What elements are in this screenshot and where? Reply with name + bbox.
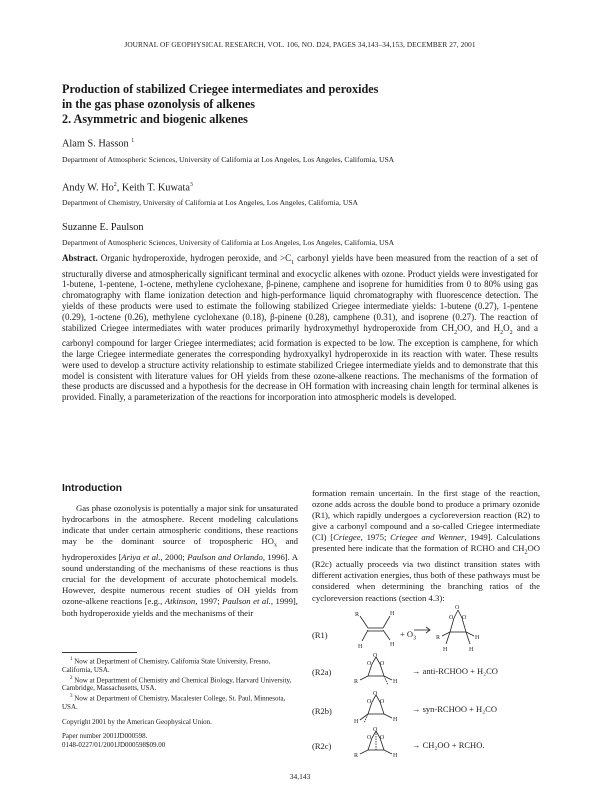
author-paulson: Suzanne E. Paulson xyxy=(62,222,144,233)
svg-text:H: H xyxy=(393,679,398,685)
footnotes xyxy=(62,656,298,749)
plus-ozone: + $O_3$ xyxy=(400,629,417,642)
footnote-rule xyxy=(62,652,137,653)
r2a-products: → anti-RCHOO + H₂CO xyxy=(412,666,498,676)
intro-paragraph-left: Gas phase ozonolysis is potentially a major sink for unsaturated hydrocarbons in the atmosphere. Recent modeling calculations indicate that under certain atmospheric conditions, these reactions may be the dominant source of tropospheric $HO_x$ and hydroperoxides [Ariya et al., 2000; Paulson and Orlando, 1996]. A sound understanding of the mechanisms of these reactions is thus crucial for the development of accurate photochemical models. However, despite numerous recent studies of OH yields from ozone-alkene reactions [e.g., Atkinson, 1997; Paulson et al., 1999], both hydroperoxide yields and the mechanisms of their xyxy=(62,503,299,618)
svg-text:H: H xyxy=(393,717,398,723)
author-hasson: Alam S. Hasson $^1$ xyxy=(62,138,135,150)
svg-text:O: O xyxy=(373,691,378,697)
svg-text:H: H xyxy=(443,647,448,653)
svg-text:O: O xyxy=(380,735,385,741)
svg-text:O: O xyxy=(373,727,378,733)
svg-text:O: O xyxy=(455,605,460,611)
svg-text:O: O xyxy=(367,735,372,741)
introduction-heading: Introduction xyxy=(62,483,123,494)
svg-text:O: O xyxy=(462,615,467,621)
svg-text:H: H xyxy=(475,635,480,641)
affiliation-3: Department of Atmospheric Sciences, University of California at Los Angeles, Los Angeles, California, USA xyxy=(62,238,395,247)
reaction-scheme xyxy=(312,596,542,761)
r1-structure xyxy=(338,596,538,654)
r2b-ozonide xyxy=(348,690,408,726)
svg-text:H: H xyxy=(358,644,363,650)
svg-text:H: H xyxy=(390,642,395,648)
copyright: Copyright 2001 by the American Geophysical Union. xyxy=(62,717,212,726)
reaction-label-r1: (R1) xyxy=(312,630,328,640)
svg-text:H: H xyxy=(393,753,398,759)
r2b-products: → syn-RCHOO + H₂CO xyxy=(412,704,497,714)
svg-text:H: H xyxy=(469,647,474,653)
svg-text:O: O xyxy=(380,699,385,705)
reaction-label-r2c: (R2c) xyxy=(312,741,332,751)
title-line-3: 2. Asymmetric and biogenic alkenes xyxy=(62,112,248,126)
r2c-ozonide xyxy=(348,726,408,762)
footnote-2: $^2$ Now at Department of Chemistry and Chemical Biology, Harvard University, Cambridge, Massachusetts, USA. xyxy=(62,675,292,693)
abstract: Abstract. Organic hydroperoxide, hydrogen peroxide, and $>C_1$ carbonyl yields have been measured from the reaction of a set of structurally diverse and atmospherically significant terminal and exocyclic alkenes with ozone. Product yields were investigated for 1-butene, 1-pentene, 1-octene, methylene cyclohexane, β-pinene, camphene and isoprene for humidities from 0 to 80% using gas chromatography with flame ionization detection and high-performance liquid chromatography with fluorescence detection. The yields of these products were used to estimate the following stabilized Criegee intermediate yields: 1-butene (0.27), 1-pentene (0.29), 1-octene (0.26), methylene cyclohexane (0.18), β-pinene (0.28), camphene (0.31), and isoprene (0.27). The reaction of stabilized Criegee intermediates with water produces primarily hydroxymethyl hydroperoxide from $CH_2OO$, and $H_2O_2$ and a carbonyl compound for larger Criegee intermediates; acid formation is expected to be low. The exception is camphene, for which the large Criegee intermediate generates the corresponding hydroxyalkyl hydroperoxide in its reaction with water. These results were used to develop a structure activity relationship to estimate stabilized Criegee intermediate yields and to demonstrate that this model is consistent with literature values for OH yields from these ozone-alkene reactions. The mechanisms of the formation of these products are discussed and a hypothesis for the decrease in OH formation with increasing chain length for terminal alkenes is provided. Finally, a parameterization of the reactions for incorporation into atmospheric models is developed. xyxy=(62,253,539,403)
title-line-1: Production of stabilized Criegee intermediates and peroxides xyxy=(62,82,379,96)
journal-header: JOURNAL OF GEOPHYSICAL RESEARCH, VOL. 106, NO. D24, PAGES 34,143–34,153, DECEMBER 27, 2001 xyxy=(124,40,476,49)
reaction-label-r2b: (R2b) xyxy=(312,706,332,716)
intro-paragraph-right: formation remain uncertain. In the first stage of the reaction, ozone adds across the double bond to produce a primary ozonide (R1), which rapidly undergoes a cycloreversion reaction (R2) to give a carbonyl compound and a so-called Criegee intermediate (CI) [Criegee, 1975; Criegee and Wenner, 1949]. Calculations presented here indicate that the formation of RCHO and $CH_2OO$ (R2c) actually proceeds via two distinct transition states with different activation energies, thus both of these pathways must be considered when determining the branching ratios of the cycloreversion reactions (section 4.3): xyxy=(312,488,540,603)
svg-text:O: O xyxy=(449,615,454,621)
svg-text:R: R xyxy=(354,679,359,685)
svg-text:O: O xyxy=(373,653,378,659)
svg-text:R: R xyxy=(354,753,359,759)
r2c-products: → CH₂OO + RCHO. xyxy=(412,740,485,750)
footnote-3: $^3$ Now at Department of Chemistry, Macalester College, St. Paul, Minnesota, USA. xyxy=(62,694,286,711)
reaction-label-r2a: (R2a) xyxy=(312,667,332,677)
title-line-2: in the gas phase ozonolysis of alkenes xyxy=(62,97,255,111)
paper-number: Paper number 2001JD000598. xyxy=(62,732,148,741)
page-number: 34,143 xyxy=(289,772,311,781)
r2a-ozonide xyxy=(348,652,408,688)
issn: 0148-0227/01/2001JD000598$09.00 xyxy=(62,740,166,749)
affiliation-1: Department of Atmospheric Sciences, University of California at Los Angeles, Los Angeles, California, USA xyxy=(62,155,395,164)
svg-text:O: O xyxy=(380,661,385,667)
article-title xyxy=(62,82,532,127)
svg-text:R: R xyxy=(436,635,441,641)
svg-text:H: H xyxy=(390,611,395,617)
authors-ho-kuwata: Andy W. Ho$^2$, Keith T. Kuwata$^3$ xyxy=(62,182,193,194)
svg-text:O: O xyxy=(367,661,372,667)
abstract-label: Abstract. xyxy=(62,253,98,263)
svg-text:R: R xyxy=(355,612,360,618)
svg-text:H: H xyxy=(354,719,359,725)
affiliation-2: Department of Chemistry, University of California at Los Angeles, Los Angeles, California, USA xyxy=(62,198,359,207)
footnote-1: $^1$ Now at Department of Chemistry, California State University, Fresno, California, USA. xyxy=(62,657,271,674)
svg-text:O: O xyxy=(367,699,372,705)
